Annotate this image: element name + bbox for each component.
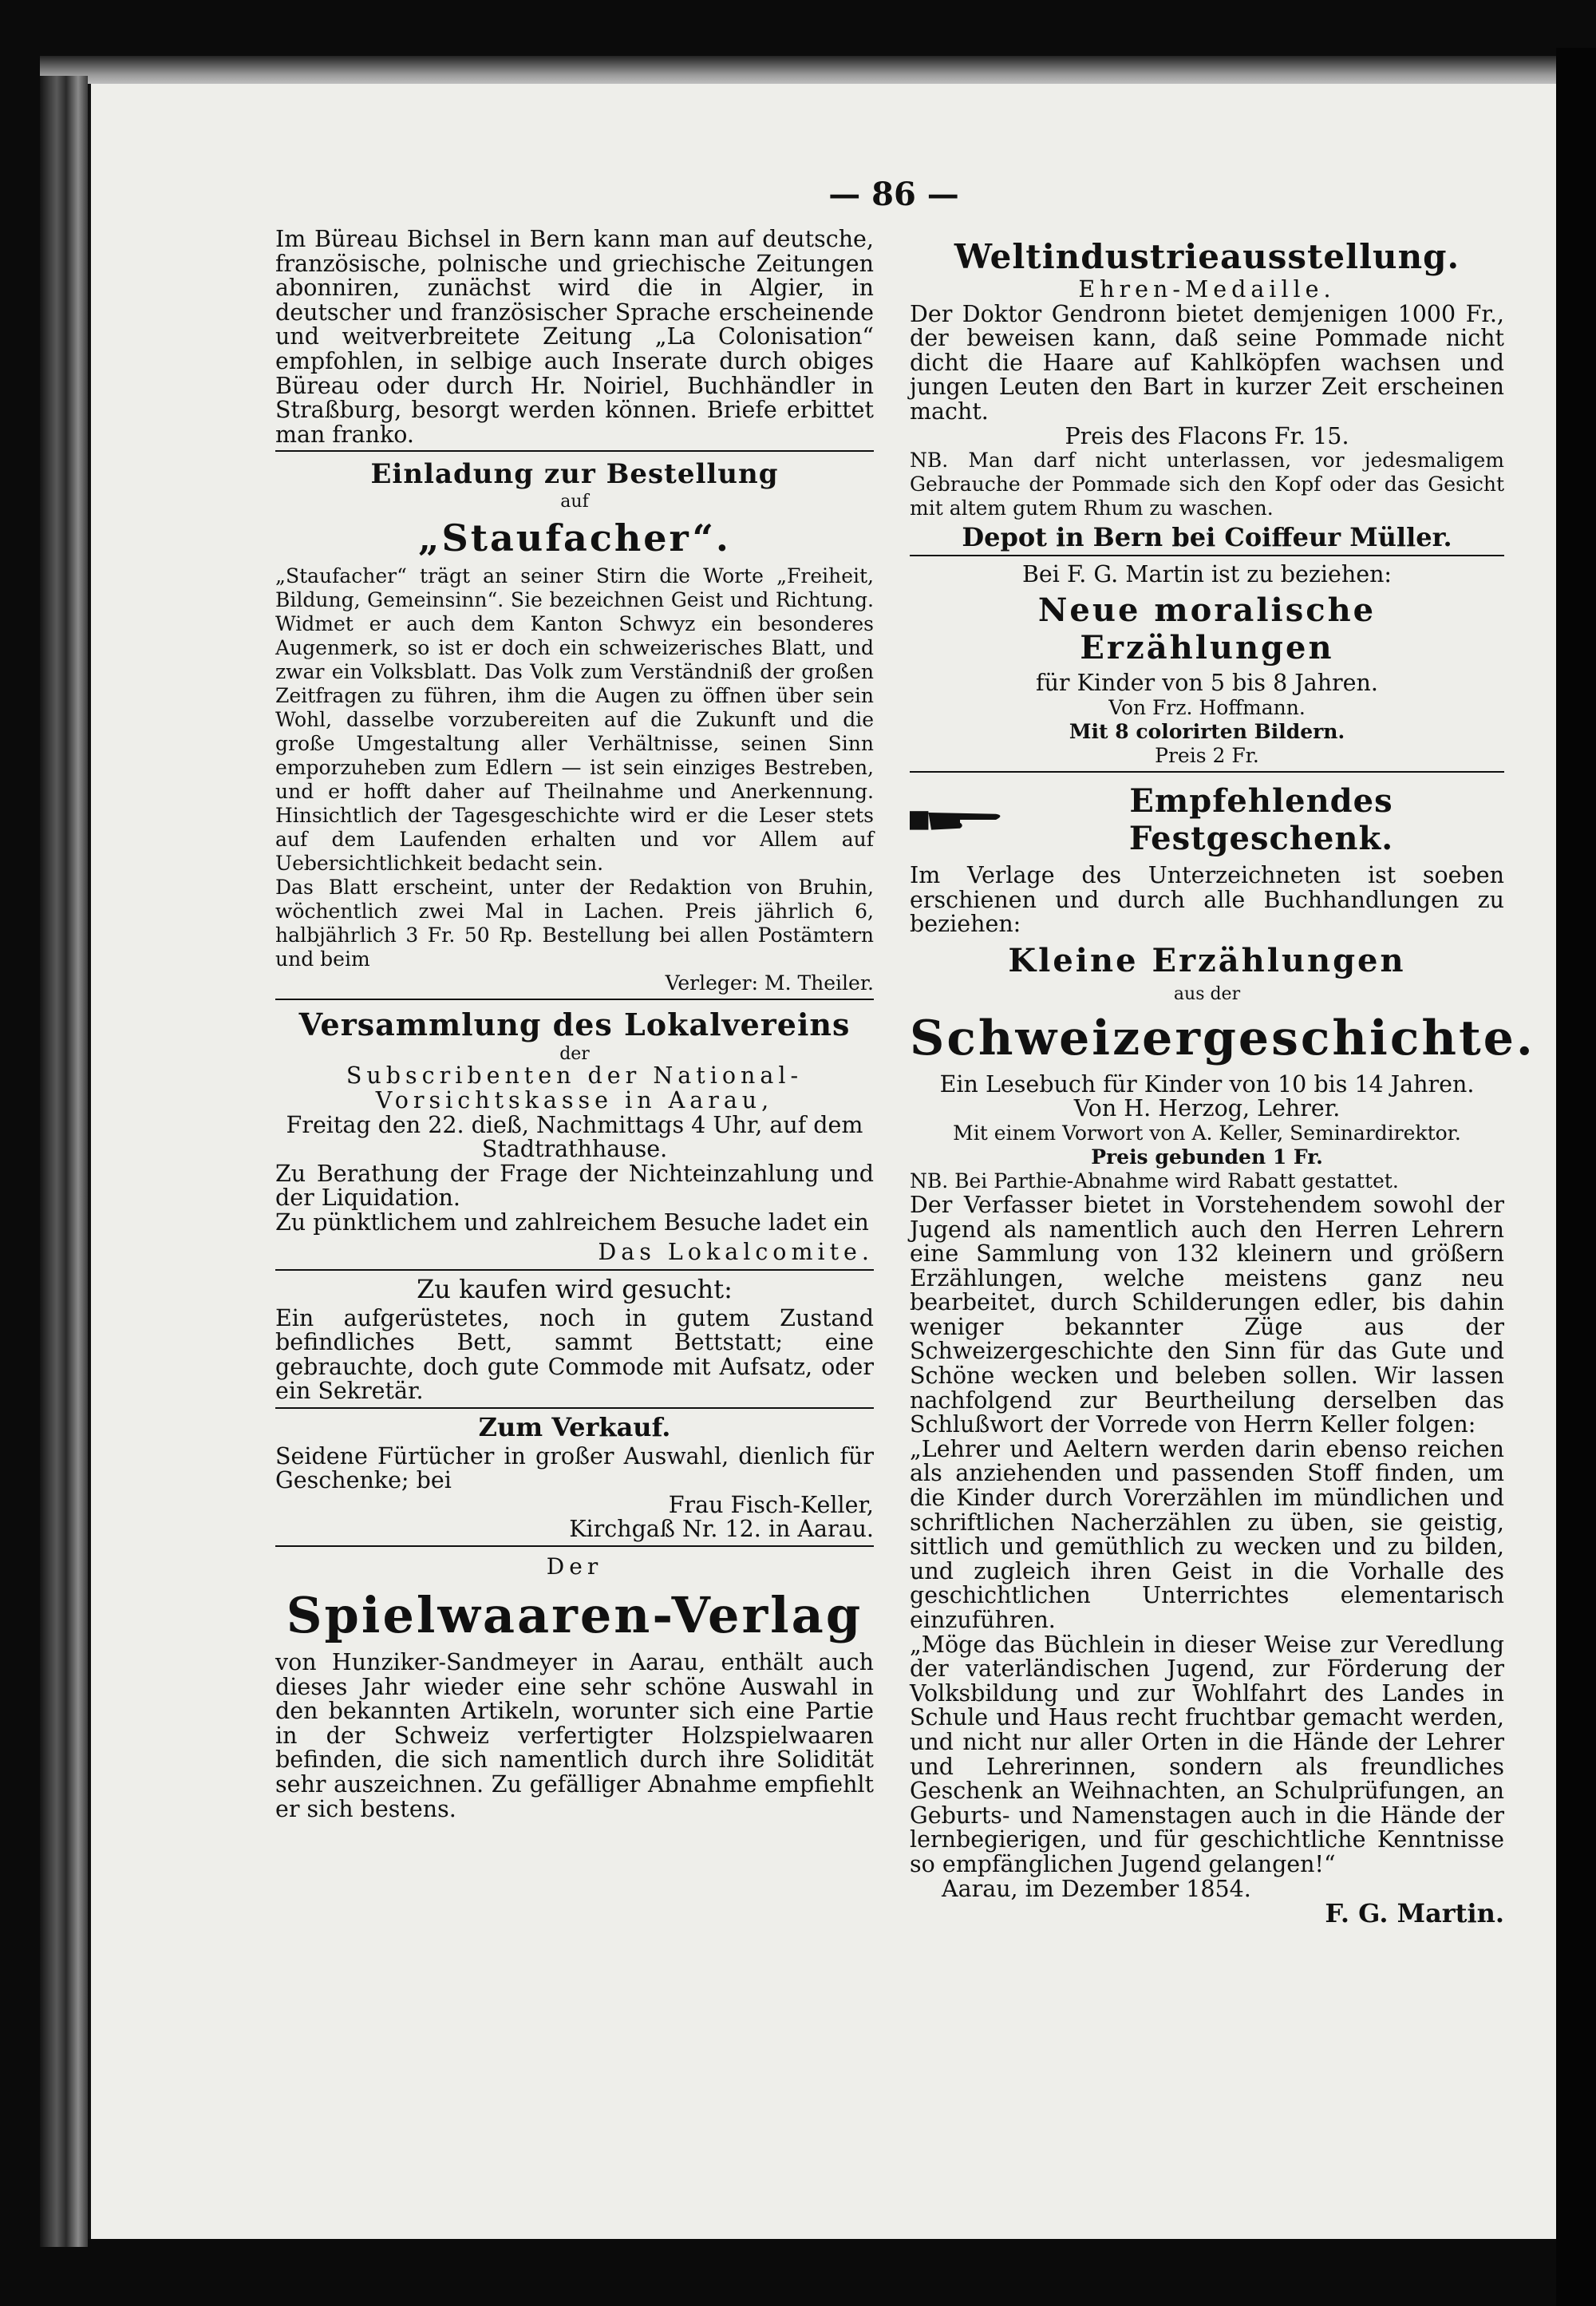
ad-sale-title: Zum Verkauf. bbox=[478, 1412, 671, 1443]
ad-expo-body: Der Doktor Gendronn bietet demjenigen 1000 Fr., der beweisen kann, daß seine Pommade nicht dicht die Haare auf Kahlköpfen wachsen und jungen Leuten den Bart in kurzer Zeit erscheinen macht. bbox=[910, 300, 1504, 425]
page-number: — 86 — bbox=[828, 176, 959, 213]
ad-gift-title: Empfehlendes Festgeschenk. bbox=[1128, 781, 1394, 857]
divider bbox=[275, 1545, 874, 1547]
ad-expo-depot: Depot in Bern bei Coiffeur Müller. bbox=[962, 522, 1452, 553]
ad-toy-body: von Hunziker-Sandmeyer in Aarau, enthält auch dieses Jahr wieder eine sehr schöne Auswahl in den bekannten Artikeln, worunter sich eine Partie in der Schweiz verfertigter Holzspielwaaren befinden, die sich namentlich durch ihre Solidität sehr auszeichnen. Zu gefälliger Abnahme empfiehlt er sich bestens. bbox=[275, 1649, 874, 1822]
ad-gift-date: Aarau, im Dezember 1854. bbox=[942, 1875, 1251, 1902]
ad-expo-sub: Ehren-Medaille. bbox=[1078, 276, 1336, 303]
ad-sale-sign2: Kirchgaß Nr. 12. in Aarau. bbox=[569, 1516, 874, 1543]
scan-frame-top bbox=[40, 56, 1556, 88]
ad-martin-for: für Kinder von 5 bis 8 Jahren. bbox=[1036, 670, 1378, 697]
ad-gift-big: Schweizergeschichte. bbox=[910, 1010, 1535, 1066]
ad-meeting-title: Versammlung des Lokalvereins bbox=[298, 1007, 851, 1043]
ad-meeting-body1: Zu Berathung der Frage der Nichteinzahlung und der Liquidation. bbox=[275, 1160, 874, 1212]
ad-staufacher-publisher: Verleger: M. Theiler. bbox=[665, 971, 874, 995]
ad-gift-sign: F. G. Martin. bbox=[1325, 1898, 1504, 1929]
divider bbox=[910, 555, 1504, 556]
divider bbox=[275, 1407, 874, 1409]
ad-gift-sub: Ein Lesebuch für Kinder von 10 bis 14 Jahren. bbox=[939, 1070, 1475, 1098]
ad-expo-price: Preis des Flacons Fr. 15. bbox=[1065, 422, 1349, 449]
scan-dark-edge bbox=[1556, 48, 1596, 2306]
ad-martin-price: Preis 2 Fr. bbox=[1155, 743, 1259, 767]
ad-gift-book: Kleine Erzählungen bbox=[1008, 941, 1406, 979]
ad-buy-body: Ein aufgerüstetes, noch in gutem Zustand befindliches Bett, sammt Bettstatt; eine gebrauchte, doch gute Commode mit Aufsatz, oder ein Sekretär. bbox=[275, 1304, 874, 1405]
ad-martin-title: Neue moralische Erzählungen bbox=[1037, 591, 1377, 667]
ad-expo-nb: NB. Man darf nicht unterlassen, vor jedesmaligem Gebrauche der Pommade sich den Kopf oder das Gesicht mit altem gutem Rhum zu waschen. bbox=[910, 449, 1504, 520]
divider bbox=[275, 450, 874, 452]
ad-staufacher-body: „Staufacher“ trägt an seiner Stirn die Worte „Freiheit, Bildung, Gemeinsinn“. Sie bezeichnen Geist und Richtung. Widmet er auch dem Kanton Schwyz ein besonderes Augenmerk, so ist er doch ein schweizerisches Blatt, und zwar ein Volksblatt. Das Volk zum Verständniß der großen Zeitfragen zu führen, ihm die Augen zu öffnen über sein Wohl, dasselbe vorzubereiten auf die Zukunft und die große Umgestaltung aller Verhältnisse, seinen Sinn emporzuheben zum Edlern — ist sein einziges Bestreben, und er hofft daher auf Theilnahme und Anerkennung. Hinsichtlich der Tagesgeschichte wird er die Leser stets auf dem Laufenden erhalten und vor Allem auf Uebersichtlichkeit bedacht sein. bbox=[275, 564, 874, 876]
pointing-hand-icon bbox=[910, 804, 1010, 836]
divider bbox=[910, 771, 1504, 773]
ad-staufacher-name: „Staufacher“. bbox=[418, 516, 731, 560]
ad-bichsel: Im Büreau Bichsel in Bern kann man auf deutsche, französische, polnische und griechische Zeitungen abonniren, zunächst wird die in Algier, in deutscher und französischer Sprache erscheinende und weitverbreitete Zeitung „La Colonisation“ empfohlen, in selbige auch Inserate durch obiges Büreau oder durch Hr. Noiriel, Buchhändler in Straßburg, besorgt werden können. Briefe erbittet man franko. bbox=[275, 226, 874, 448]
left-column bbox=[275, 227, 874, 1821]
ad-meeting-der: der bbox=[559, 1044, 590, 1065]
right-column bbox=[910, 227, 1535, 1929]
ad-meeting-sign: Das Lokalcomite. bbox=[598, 1238, 874, 1265]
ad-martin-author: Von Frz. Hoffmann. bbox=[1108, 695, 1306, 719]
ad-toy-title: Spielwaaren-Verlag bbox=[286, 1586, 863, 1645]
divider bbox=[275, 999, 874, 1000]
ad-toy-der: Der bbox=[546, 1553, 603, 1580]
ad-staufacher-title: Einladung zur Bestellung bbox=[370, 458, 779, 491]
ad-meeting-body2: Zu pünktlichem und zahlreichem Besuche ladet ein bbox=[275, 1208, 869, 1236]
ad-meeting-line2: Freitag den 22. dieß, Nachmittags 4 Uhr, auf dem Stadtrathhause. bbox=[286, 1111, 863, 1163]
ad-staufacher-body2: Das Blatt erscheint, unter der Redaktion von Bruhin, wöchentlich zwei Mal in Lachen. Preis jährlich 6, halbjährlich 3 Fr. 50 Rp. Bestellung bei allen Postämtern und beim bbox=[275, 876, 874, 971]
ad-sale-sign1: Frau Fisch-Keller, bbox=[668, 1491, 874, 1518]
ad-gift-price: Preis gebunden 1 Fr. bbox=[1091, 1145, 1323, 1169]
ad-expo-title: Weltindustrieausstellung. bbox=[954, 237, 1460, 276]
ad-martin-intro: Bei F. G. Martin ist zu beziehen: bbox=[1021, 560, 1393, 587]
ad-meeting-line1: Subscribenten der National-Vorsichtskasse in Aarau, bbox=[346, 1062, 804, 1113]
ad-martin-pics: Mit 8 colorirten Bildern. bbox=[1069, 719, 1345, 743]
ad-gift-author: Von H. Herzog, Lehrer. bbox=[1073, 1095, 1341, 1122]
ad-gift-nb: NB. Bei Parthie-Abnahme wird Rabatt gestattet. bbox=[910, 1169, 1399, 1193]
book-spine-edge bbox=[40, 76, 88, 2247]
ad-staufacher-auf: auf bbox=[560, 492, 589, 512]
divider bbox=[275, 1269, 874, 1271]
ad-gift-quote1: „Lehrer und Aeltern werden darin ebenso reichen als anziehenden und passenden Stoff finden, um die Kinder durch Vorerzählen im mündlichen und schriftlichen Nacherzählen zu üben, sie geistig, sittlich und gemüthlich zu wecken und zu bilden, und zugleich ihren Geist in die Vorhalle des geschichtlichen Unterrichtes elementarisch einzuführen. bbox=[910, 1435, 1504, 1633]
ad-gift-intro: Im Verlage des Unterzeichneten ist soeben erschienen und durch alle Buchhandlungen zu beziehen: bbox=[910, 861, 1504, 938]
ad-gift-quote2: „Möge das Büchlein in dieser Weise zur Veredlung der vaterländischen Jugend, zur Förderung der Volksbildung und zur Wohlfahrt des Landes in Schule und Haus recht fruchtbar gemacht werden, und nicht nur aller Orten in die Hände der Lehrer und Lehrerinnen, sondern als freundliches Geschenk an Weihnachten, an Schulprüfungen, an Geburts- und Namenstagen auch in die Hände der lernbegierigen, und für geschichtliche Kenntnisse so empfänglichen Jugend gelangen!“ bbox=[910, 1631, 1504, 1877]
ad-gift-aus: aus der bbox=[1173, 983, 1241, 1004]
ad-buy-title: Zu kaufen wird gesucht: bbox=[417, 1274, 733, 1305]
ad-sale-body: Seidene Fürtücher in großer Auswahl, dienlich für Geschenke; bei bbox=[275, 1442, 874, 1494]
ad-gift-foreword: Mit einem Vorwort von A. Keller, Seminardirektor. bbox=[953, 1121, 1461, 1145]
ad-gift-heading bbox=[910, 781, 1504, 859]
ad-gift-body: Der Verfasser bietet in Vorstehendem sowohl der Jugend als namentlich auch den Herren Lehrern eine Sammlung von 132 kleinern und größern Erzählungen, welche meistens ganz neu bearbeitet, durch Schilderungen edler, bis dahin weniger bekannter Züge aus der Schweizergeschichte den Sinn für das Gute und Schöne wecken und beleben sollen. Wir lassen nachfolgend zur Beurtheilung derselben das Schlußwort der Vorrede von Herrn Keller folgen: bbox=[910, 1191, 1504, 1438]
